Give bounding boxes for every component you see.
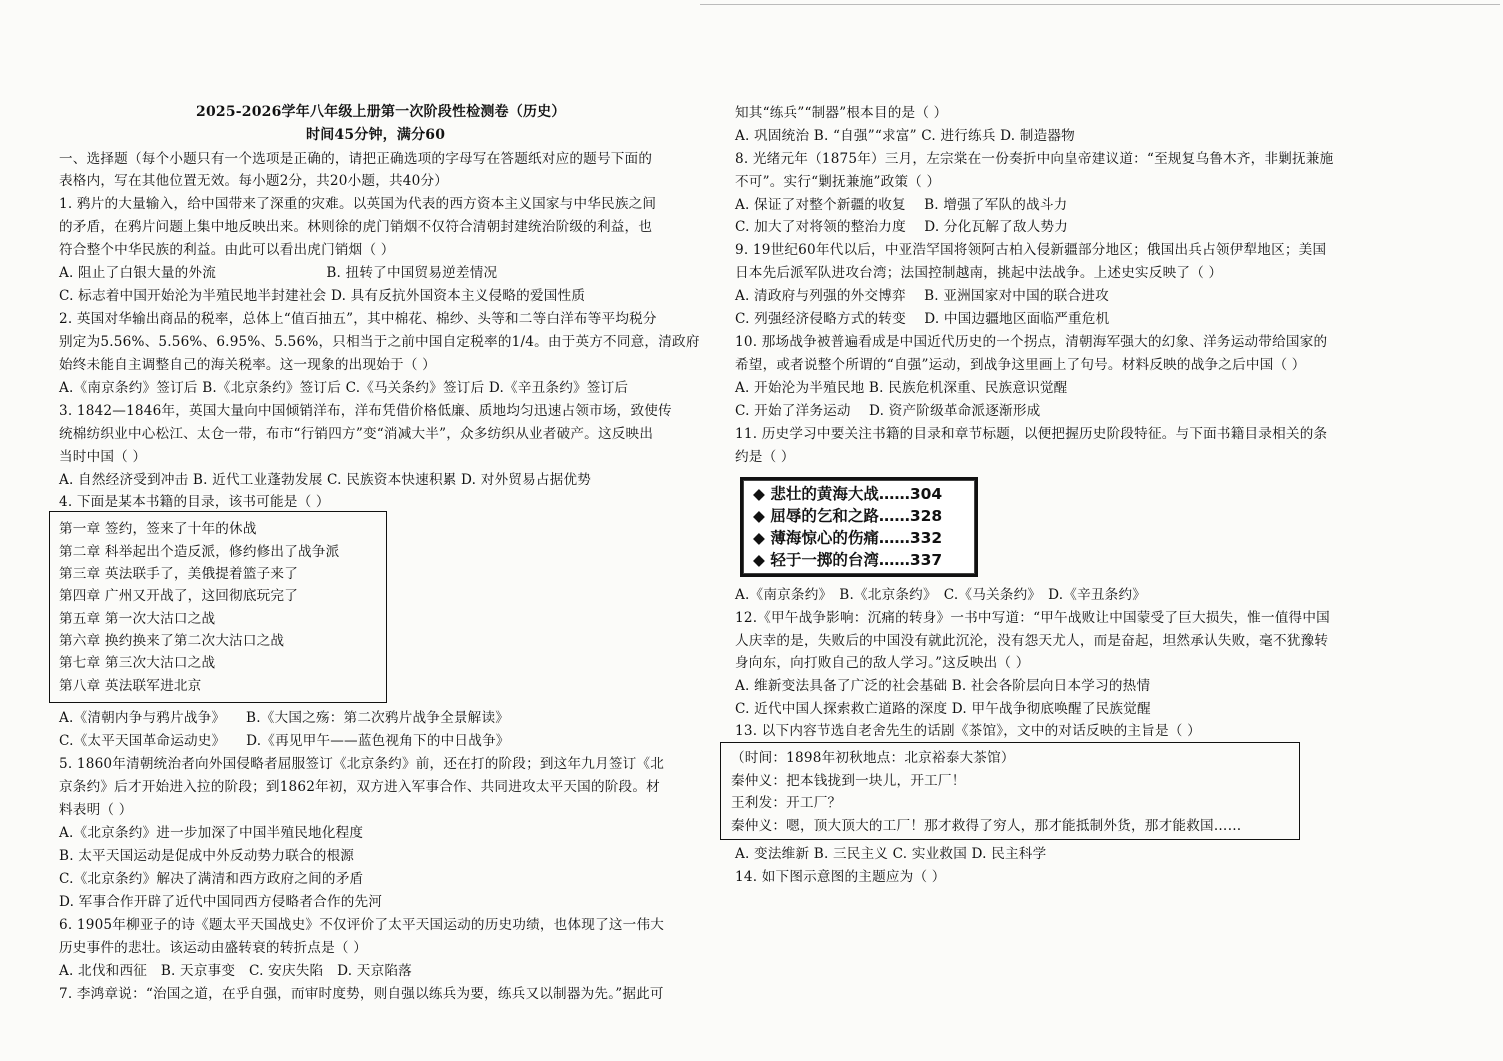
text-line: 当时中国（ ） xyxy=(59,449,147,465)
option-line: C. 列强经济侵略方式的转变 D. 中国边疆地区面临严重危机 xyxy=(735,311,1110,327)
text-line: 约是（ ） xyxy=(735,449,795,465)
option-line: A. 阻止了白银大量的外流 B. 扭转了中国贸易逆差情况 xyxy=(59,265,498,281)
dialogue-line: 秦仲义：把本钱拢到一块儿，开工厂！ xyxy=(731,773,966,789)
option-line: C.《北京条约》解决了满清和西方政府之间的矛盾 xyxy=(59,871,364,887)
option-line: C. 标志着中国开始沦为半殖民地半封建社会 D. 具有反抗外国资本主义侵略的爱国性质 xyxy=(59,288,586,304)
exam-subtitle: 时间45分钟，满分60 xyxy=(306,127,446,143)
text-line: 的矛盾，在鸦片问题上集中地反映出来。林则徐的虎门销烟不仅符合清朝封建统治阶级的利益，也 xyxy=(59,219,653,235)
chapter-line: 第四章 广州又开战了，这回彻底玩完了 xyxy=(59,588,299,604)
contents-entry: ◆ 薄海惊心的伤痛……332 xyxy=(753,529,943,547)
chapter-line: 第七章 第三次大沽口之战 xyxy=(59,655,216,671)
chapter-line: 第五章 第一次大沽口之战 xyxy=(59,611,216,627)
option-line: A.《南京条约》 B.《北京条约》 C.《马关条约》 D.《辛丑条约》 xyxy=(735,587,1147,603)
text-line: 料表明（ ） xyxy=(59,802,133,818)
dialogue-line: 王利发：开工厂？ xyxy=(731,795,842,811)
text-line: 4. 下面是某本书籍的目录，该书可能是（ ） xyxy=(59,494,330,510)
option-line: A.《北京条约》进一步加深了中国半殖民地化程度 xyxy=(59,825,364,841)
text-line: 14. 如下图示意图的主题应为（ ） xyxy=(735,869,946,885)
text-line: 别定为5.56%、5.56%、6.95%、5.56%，只相当于之前中国自定税率的1/4。由于英方不同意，清政府 xyxy=(59,334,700,350)
option-line: A. 变法维新 B. 三民主义 C. 实业救国 D. 民主科学 xyxy=(735,846,1047,862)
chapter-line: 第六章 换约换来了第二次大沽口之战 xyxy=(59,633,285,649)
text-line: 希望，或者说整个所谓的“自强”运动，到战争这里画上了句号。材料反映的战争之后中国（ ） xyxy=(735,357,1306,373)
contents-entry: ◆ 屈辱的乞和之路……328 xyxy=(753,507,943,525)
dialogue-line: （时间：1898年初秋地点：北京裕泰大茶馆） xyxy=(731,750,1015,766)
text-line: 人庆幸的是，失败后的中国没有就此沉沦，没有怨天尤人，而是奋起，坦然承认失败，毫不犹豫转 xyxy=(735,633,1329,649)
option-line: B. 太平天国运动是促成中外反动势力联合的根源 xyxy=(59,848,355,864)
text-line: 京条约》后才开始进入拉的阶段；到1862年初，双方进入军事合作、共同进攻太平天国的阶段。材 xyxy=(59,779,660,795)
text-line: 1. 鸦片的大量输入，给中国带来了深重的灾难。以英国为代表的西方资本主义国家与中华民族之间 xyxy=(59,196,657,212)
option-line: D. 军事合作开辟了近代中国同西方侵略者合作的先河 xyxy=(59,894,383,910)
text-line: 表格内，写在其他位置无效。每小题2分，共20小题，共40分） xyxy=(59,173,449,189)
text-line: 历史事件的悲壮。该运动由盛转衰的转折点是（ ） xyxy=(59,940,367,956)
text-line: 统棉纺织业中心松江、太仓一带，布市“行销四方”变“消减大半”，众多纺织从业者破产。这反映出 xyxy=(59,426,654,442)
option-line: C. 近代中国人探索救亡道路的深度 D. 甲午战争彻底唤醒了民族觉醒 xyxy=(735,701,1151,717)
text-line: 始终未能自主调整自己的海关税率。这一现象的出现始于（ ） xyxy=(59,357,436,373)
text-line: 11. 历史学习中要关注书籍的目录和章节标题，以便把握历史阶段特征。与下面书籍目录相关的条 xyxy=(735,426,1328,442)
text-line: 日本先后派军队进攻台湾；法国控制越南，挑起中法战争。上述史实反映了（ ） xyxy=(735,265,1223,281)
text-line: 知其“练兵”“制器”根本目的是（ ） xyxy=(735,105,948,121)
text-line: 3. 1842—1846年，英国大量向中国倾销洋布，洋布凭借价格低廉、质地均匀迅速占领市场，致使传 xyxy=(59,403,672,419)
option-line: A. 巩固统治 B. “自强”“求富” C. 进行练兵 D. 制造器物 xyxy=(735,128,1075,144)
option-line: A. 清政府与列强的外交博弈 B. 亚洲国家对中国的联合进攻 xyxy=(735,288,1109,304)
text-line: 身向东，向打败自己的敌人学习。”这反映出（ ） xyxy=(735,655,1030,671)
text-line: 10. 那场战争被普遍看成是中国近代历史的一个拐点，清朝海军强大的幻象、洋务运动带给国家的 xyxy=(735,334,1328,350)
option-line: A.《清朝内争与鸦片战争》 B.《大国之殇：第二次鸦片战争全景解读》 xyxy=(59,710,510,726)
option-line: C. 开始了洋务运动 D. 资产阶级革命派逐渐形成 xyxy=(735,403,1041,419)
option-line: A. 自然经济受到冲击 B. 近代工业蓬勃发展 C. 民族资本快速积累 D. 对外贸易占据优势 xyxy=(59,472,592,488)
chapter-line: 第一章 签约，签来了十年的休战 xyxy=(59,521,257,537)
text-line: 12.《甲午战争影响：沉痛的转身》一书中写道：“甲午战败让中国蒙受了巨大损失，惟一值得中国 xyxy=(735,610,1330,626)
contents-entry: ◆ 悲壮的黄海大战……304 xyxy=(753,485,943,503)
option-line: C. 加大了对将领的整治力度 D. 分化瓦解了敌人势力 xyxy=(735,219,1069,235)
dialogue-line: 秦仲义：嗯，顶大顶大的工厂！那才救得了穷人，那才能抵制外货，那才能救国…… xyxy=(731,818,1242,834)
text-line: 5. 1860年清朝统治者向外国侵略者屈服签订《北京条约》前，还在打的阶段；到这年九月签订《北 xyxy=(59,756,665,772)
text-line: 8. 光绪元年（1875年）三月，左宗棠在一份奏折中向皇帝建议道：“至规复乌鲁木齐，非剿抚兼施 xyxy=(735,151,1334,167)
text-line: 13. 以下内容节选自老舍先生的话剧《茶馆》，文中的对话反映的主旨是（ ） xyxy=(735,723,1201,739)
q11-contents-box xyxy=(740,477,978,577)
option-line: A.《南京条约》签订后 B.《北京条约》签订后 C.《马关条约》签订后 D.《辛丑条约》签订后 xyxy=(59,380,629,396)
text-line: 不可”。实行“剿抚兼施”政策（ ） xyxy=(735,174,941,190)
option-line: C.《太平天国革命运动史》 D.《再见甲午——蓝色视角下的中日战争》 xyxy=(59,733,510,749)
option-line: A. 北伐和西征 B. 天京事变 C. 安庆失陷 D. 天京陷落 xyxy=(59,963,412,979)
option-line: A. 维新变法具备了广泛的社会基础 B. 社会各阶层向日本学习的热情 xyxy=(735,678,1151,694)
text-line: 7. 李鸿章说：“治国之道，在乎自强，而审时度势，则自强以练兵为要，练兵又以制器为先。”据此可 xyxy=(59,986,664,1002)
option-line: A. 保证了对整个新疆的收复 B. 增强了军队的战斗力 xyxy=(735,197,1068,213)
contents-entry: ◆ 轻于一掷的台湾……337 xyxy=(753,551,943,569)
chapter-line: 第八章 英法联军进北京 xyxy=(59,678,202,694)
chapter-line: 第二章 科举起出个造反派，修约修出了战争派 xyxy=(59,544,340,560)
text-line: 2. 英国对华输出商品的税率，总体上“值百抽五”，其中棉花、棉纱、头等和二等白洋布等平均税分 xyxy=(59,311,657,327)
chapter-line: 第三章 英法联手了，美俄提着篮子来了 xyxy=(59,566,299,582)
text-line: 9. 19世纪60年代以后，中亚浩罕国将领阿古柏入侵新疆部分地区；俄国出兵占领伊犁地区；美国 xyxy=(735,242,1327,258)
text-line: 一、选择题（每个小题只有一个选项是正确的，请把正确选项的字母写在答题纸对应的题号下面的 xyxy=(59,151,653,167)
scan-edge-line xyxy=(700,4,1500,5)
exam-title: 2025-2026学年八年级上册第一次阶段性检测卷（历史） xyxy=(196,104,566,120)
text-line: 符合整个中华民族的利益。由此可以看出虎门销烟（ ） xyxy=(59,242,395,258)
option-line: A. 开始沦为半殖民地 B. 民族危机深重、民族意识觉醒 xyxy=(735,380,1068,396)
text-line: 6. 1905年柳亚子的诗《题太平天国战史》不仅评价了太平天国运动的历史功绩，也体现了这一伟大 xyxy=(59,917,665,933)
